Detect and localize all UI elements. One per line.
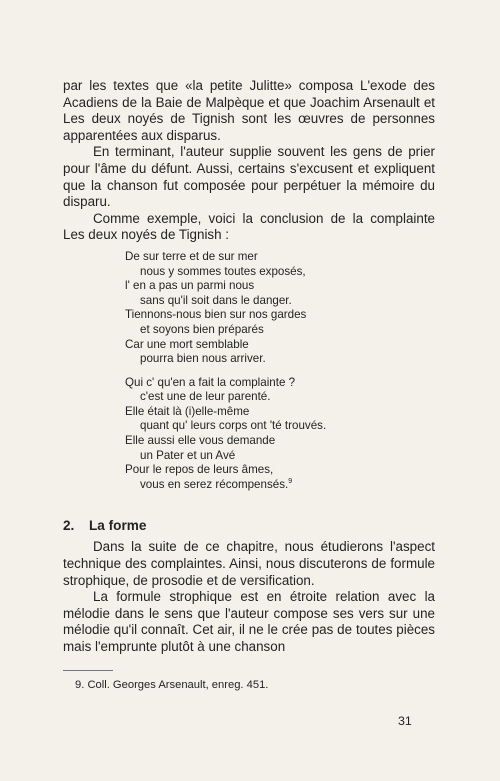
section-heading bbox=[63, 518, 435, 533]
paragraph-text: Dans la suite de ce chapitre, nous étudierons l'aspect technique des complaintes. Ainsi, nous discuterons de formule strophique, de prosodie et de versification. bbox=[63, 539, 435, 588]
verse-line: c'est une de leur parenté. bbox=[140, 390, 271, 404]
verse-line: pourra bien nous arriver. bbox=[140, 352, 266, 366]
verse-quote bbox=[125, 250, 435, 493]
verse-line: Car une mort semblable bbox=[125, 337, 249, 351]
page-number: 31 bbox=[398, 714, 412, 728]
paragraph-text: Comme exemple, voici la conclusion de la complainte Les deux noyés de Tignish : bbox=[63, 210, 435, 243]
footnote-divider bbox=[63, 670, 113, 671]
verse-line: nous y sommes toutes exposés, bbox=[140, 264, 306, 278]
section-number: 2. bbox=[63, 518, 75, 534]
paragraph-continuation bbox=[63, 78, 435, 144]
verse-line-text: vous en serez récompensés. bbox=[140, 477, 289, 491]
verse-line: l' en a pas un parmi nous bbox=[125, 279, 255, 293]
paragraph-text: par les textes que «la petite Julitte» composa L'exode des Acadiens de la Baie de Malpèque et que Joachim Arsenault et Les deux noyés de Tignish sont les œuvres de personnes apparentées aux disparus. bbox=[63, 78, 435, 143]
paragraph-text: En terminant, l'auteur supplie souvent les gens de prier pour l'âme du défunt. Aussi, certains s'excusent et expliquent que la chanson fut composée pour perpétuer la mémoire du disparu. bbox=[63, 144, 435, 210]
verse-line: et soyons bien préparés bbox=[140, 322, 264, 336]
footnote: 9. Coll. Georges Arsenault, enreg. 451. bbox=[75, 678, 269, 691]
verse-line: De sur terre et de sur mer bbox=[125, 249, 258, 263]
page-body bbox=[63, 78, 435, 691]
paragraph-chapter-intro bbox=[63, 539, 435, 589]
verse-line: Qui c' qu'en a fait la complainte ? bbox=[125, 375, 296, 389]
paragraph-example-intro bbox=[63, 211, 435, 244]
verse-line: Elle aussi elle vous demande bbox=[125, 434, 276, 448]
verse-line: un Pater et un Avé bbox=[140, 448, 236, 462]
footnote-reference[interactable]: 9 bbox=[288, 477, 293, 485]
verse-line: quant qu' leurs corps ont 'té trouvés. bbox=[140, 419, 327, 433]
verse-line: Pour le repos de leurs âmes, bbox=[125, 463, 274, 477]
paragraph-prayer bbox=[63, 144, 435, 210]
verse-line: Elle était là (i)elle-même bbox=[125, 404, 250, 418]
paragraph-text: La formule strophique est en étroite relation avec la mélodie dans le sens que l'auteur compose ses vers sur une mélodie qu'il connaît. Cet air, il ne le crée pas de toutes pièces mais l'emprunte plutôt à une chanson bbox=[63, 589, 435, 654]
verse-line: sans qu'il soit dans le danger. bbox=[140, 293, 292, 307]
verse-line bbox=[125, 478, 435, 493]
section-title: La forme bbox=[89, 518, 147, 534]
paragraph-strophic-form bbox=[63, 589, 435, 655]
verse-line: Tiennons-nous bien sur nos gardes bbox=[125, 308, 307, 322]
